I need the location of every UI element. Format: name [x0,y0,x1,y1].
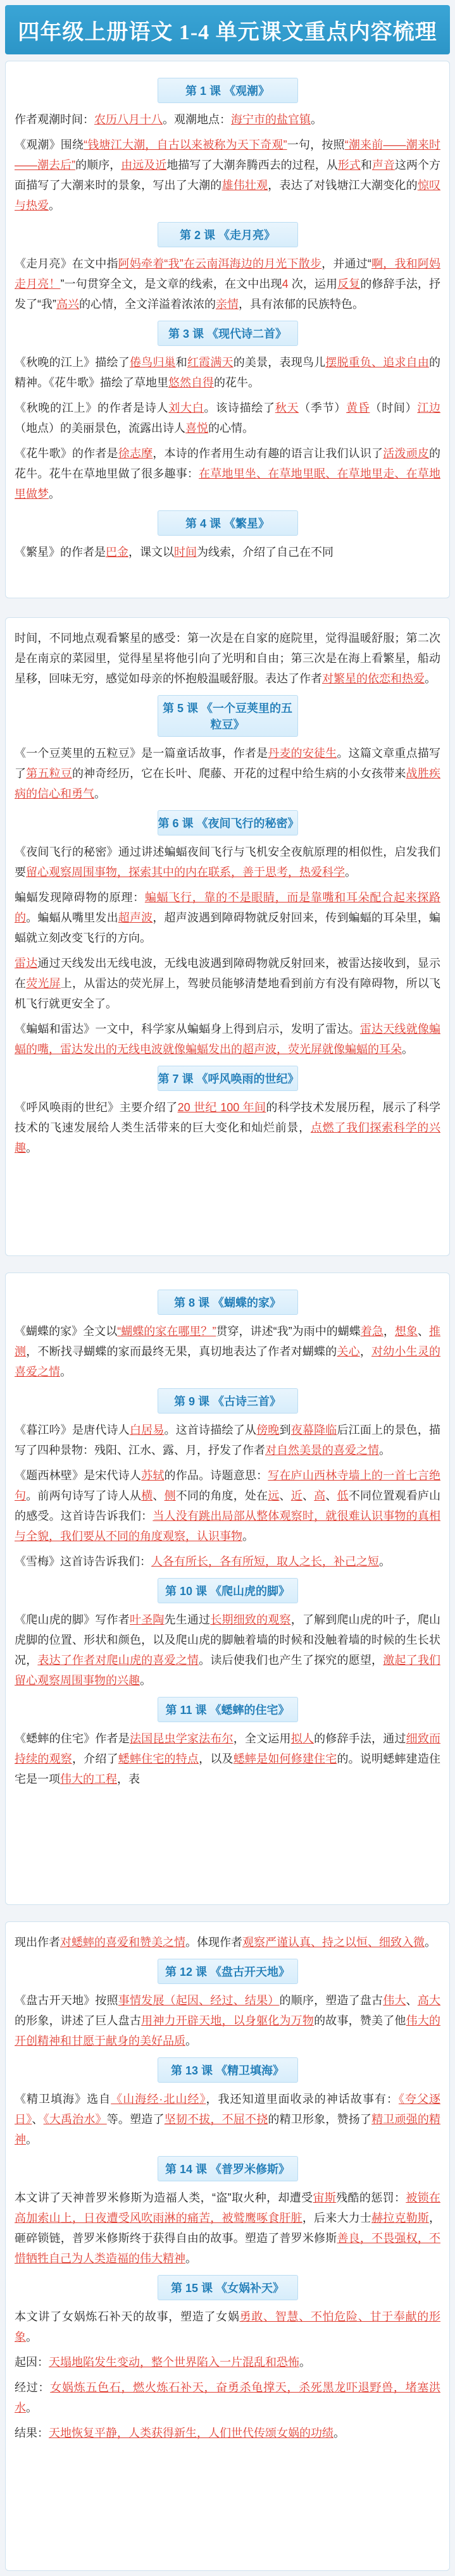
text: 的修辞手法，通过 [314,1732,406,1745]
lesson-15-para-3 [15,2377,440,2418]
highlight-text: 《大禹治水》 [43,2113,107,2126]
text: 《呼风唤雨的世纪》主要介绍了 [15,1101,178,1114]
highlight-text: 红霞满天 [187,356,234,369]
highlight-text: 对繁星的依恋和热爱 [322,672,425,685]
text: 。 [26,2331,37,2343]
lesson-9-title: 第 9 课 《古诗三首》 [158,1388,298,1414]
highlight-text: 想象 [394,1325,418,1338]
text: 。 [299,2356,311,2369]
highlight-text: 惊叹与热爱 [15,179,441,212]
highlight-text: 人各有所长，各有所短，取人之长，补己之短 [151,1555,379,1568]
text: 蝙蝠发现障碍物的原理： [15,891,145,904]
highlight-text: 被锁在高加索山上，日夜遭受风吹雨淋的痛苦，被鹫鹰啄食肝脏 [15,2191,440,2224]
text: 。观潮地点： [163,113,231,126]
text: ， [359,1345,372,1358]
lesson-13-title: 第 13 课 《精卫填海》 [158,2057,298,2083]
highlight-text: “蝴蝶的家在哪里？” [117,1325,216,1338]
text: 《盘古开天地》按照 [15,1994,118,2007]
text: 《雪梅》这首诗告诉我们： [15,1555,151,1568]
text: ，后来大力士 [302,2212,372,2224]
lesson-4-para-2 [15,628,440,689]
lesson-8-title: 第 8 课 《蝴蝶的家》 [158,1290,298,1315]
lesson-3-para-1 [15,352,440,393]
highlight-text: 形式 [337,159,361,171]
highlight-text: 坚韧不拔，不屈不挠 [164,2113,268,2126]
lesson-3-title: 第 3 课 《现代诗二首》 [158,321,298,346]
lesson-7-title: 第 7 课 《呼风唤雨的世纪》 [158,1066,298,1091]
text: 。 [94,787,106,800]
text: 。 [425,1936,436,1949]
text: 。读后使我们也产生了探究的愿望， [199,1654,383,1667]
text: 时间，不同地点观看繁星的感受：第一次是在自家的庭院里，觉得温暖舒服；第二次是在南京的菜园里，觉得星星将他引向了光明和自由；第三次是在海上看繁星，船动星移，回味无穷，感觉如母亲的怀抱般温暖舒服。表达了作者 [15,632,440,685]
lesson-5-title: 第 5 课 《一个豆荚里的五粒豆》 [158,695,298,737]
text: 。该诗描绘了 [204,402,275,414]
highlight-text: 秋天 [275,402,299,414]
content-panel-3 [5,1273,450,1905]
highlight-text: 远 [268,1489,280,1502]
highlight-text: 苏轼 [141,1469,165,1482]
text: 、 [325,1489,337,1502]
text: 《蝙蝠和雷达》一文中，科学家从蝙蝠身上得到启示，发明了雷达。 [15,1023,360,1035]
text: 等。塑造了 [106,2113,165,2126]
lesson-1-title: 第 1 课 《观潮》 [158,78,298,103]
highlight-text: 高 [314,1489,326,1502]
lesson-4-para-1 [15,542,440,562]
text: 。 [185,2035,197,2047]
text: ， [383,1325,395,1338]
text: ，具有浓郁的民族特色。 [239,298,364,311]
highlight-text: 对幼小生灵的喜爱之情 [15,1345,441,1378]
lesson-7-para-1 [15,1097,440,1158]
lesson-15-title: 第 15 课 《女娲补天》 [158,2275,298,2300]
lesson-9-para-2 [15,1465,440,1546]
text: 的科学技术发展历程，展示了科学技术的飞速发展给人类生活带来的巨大变化和灿烂前景， [15,1101,440,1134]
text: 的。说明蟋蟀建造住宅是一项 [15,1753,441,1785]
lesson-10-title: 第 10 课 《爬山虎的脚》 [158,1578,298,1603]
highlight-text: 女娲炼五色石，燃火炼石补天，奋勇杀龟撑天，杀死黑龙吓退野兽，堵塞洪水 [15,2381,441,2414]
text: ，全文运用 [233,1732,291,1745]
page-title: 四年级上册语文 1-4 单元课文重点内容梳理 [5,5,450,54]
text: 的顺序，塑造了盘古 [279,1994,383,2007]
highlight-text: 《山海经·北山经》 [111,2093,206,2105]
text: 《暮江吟》是唐代诗人 [15,1424,130,1436]
text: 《精卫填海》选自 [15,2093,111,2105]
text: ，表 [117,1773,140,1785]
text: ”一句贯穿全文，是文章的线索，在文中出现 [60,278,282,290]
lesson-9-para-1 [15,1420,440,1460]
lesson-6-para-2 [15,887,440,948]
text: 的心情。 [208,422,254,434]
text: 。 [242,1530,254,1543]
lesson-1-para-2 [15,135,440,216]
highlight-text: 关心 [337,1345,360,1358]
highlight-text: 亲情 [216,298,239,311]
text: 《蟋蟀的住宅》作者是 [15,1732,130,1745]
highlight-text: 留心观察周围事物，探索其中的内在联系，善于思考，热爱科学 [26,866,345,878]
text: 结果： [15,2427,49,2439]
lesson-10-para-1 [15,1610,440,1691]
text: 。蝙蝠从嘴里发出 [26,911,118,924]
text: 。 [425,672,436,685]
highlight-text: 横 [141,1489,153,1502]
highlight-text: 超声波 [118,911,153,924]
lesson-11-para-2 [15,1932,440,1952]
highlight-text: 高大 [417,1994,441,2007]
text: 。前两句诗写了诗人从 [26,1489,142,1502]
highlight-text: 事情发展（起因、经过、结果） [118,1994,280,2007]
highlight-text: “潮来前——潮来时——潮去后” [15,139,441,171]
text: 。 [402,1043,413,1056]
highlight-text: 蟋蟀是如何修建住宅 [233,1753,337,1765]
lesson-13-para-1 [15,2089,440,2150]
text: ，表达了对钱塘江大潮变化的 [268,179,418,192]
lesson-15-para-2 [15,2352,440,2372]
text: 、 [417,1325,430,1338]
highlight-text: 雄伟壮观 [221,179,268,192]
highlight-text: 长期细致的观察 [210,1613,291,1626]
highlight-text: 天地恢复平静，人类获得新生，人们世代传颂女娲的功绩 [49,2427,333,2439]
highlight-text: 第五粒豆 [26,767,72,780]
text: 、 [406,1994,418,2007]
highlight-text: 荧光屏 [26,977,61,990]
highlight-text: 4 [282,278,289,290]
highlight-text: 徐志摩 [118,447,153,460]
text: 通过天线发出无线电波，无线电波遇到障碍物就反射回来，被雷达接收到，显示在 [15,957,440,990]
text: 。 [379,1555,390,1568]
lesson-14-title: 第 14 课 《普罗米修斯》 [158,2156,298,2181]
text: 。 [60,1365,72,1378]
text: 《秋晚的江上》描绘了 [15,356,130,369]
text: 本文讲了天神普罗米修斯为造福人类，“盗”取火种，却遭受 [15,2191,313,2204]
lesson-11-title: 第 11 课 《蟋蟀的住宅》 [158,1697,298,1722]
text: 、 [302,1489,315,1502]
text: 、 [279,1489,291,1502]
text: 。 [345,866,356,878]
lesson-6-para-1 [15,842,440,882]
highlight-text: 蟋蟀住宅的特点 [118,1753,199,1765]
text: ，我还知道里面收录的神话故事有： [206,2093,399,2105]
text: 、 [32,2113,44,2126]
highlight-text: 叶圣陶 [129,1613,165,1626]
text: 贯穿，讲述“我”为雨中的蝴蝶 [216,1325,361,1338]
text: 。 [333,2427,345,2439]
text: 。 [26,2401,37,2414]
highlight-text: 声音 [371,159,395,171]
lesson-12-title: 第 12 课 《盘古开天地》 [158,1959,298,1984]
text: 的顺序， [75,159,122,171]
text: 的花牛。花牛在草地里做了很多趣事： [15,447,441,480]
highlight-text: 对蟋蟀的喜爱和赞美之情 [60,1936,185,1949]
lesson-12-para-1 [15,1990,440,2051]
text: ，了解到爬山虎的叶子，爬山虎脚的位置、形状和颜色，以及爬山虎的脚触着墙的时候和没触着墙的时候的生长状况， [15,1613,441,1667]
text: ，本诗的作者用生动有趣的语言让我们认识了 [153,447,383,460]
highlight-text: 啊，我和阿妈走月亮！ [15,257,441,290]
text: 和 [360,159,372,171]
highlight-text: 着急 [360,1325,383,1338]
highlight-text: 天塌地陷发生变动，整个世界陷入一片混乱和恐怖 [49,2356,299,2369]
highlight-text: 反复 [337,278,361,290]
text: 次，运用 [288,278,338,290]
highlight-text: 倦鸟归巢 [129,356,176,369]
text: 《夜间飞行的秘密》通过讲述蝙蝠夜间飞行与飞机安全夜航原理的相似性，启发我们要 [15,846,440,878]
text: ，砸碎锁链，普罗米修斯终于获得自由的故事。塑造了普罗米修斯 [15,2212,441,2245]
text: 。 [185,2252,197,2265]
text: ，不断找寻蝴蝶的家而最终无果，真切地表达了作者对蝴蝶的 [26,1345,337,1358]
text: 。 [49,199,60,212]
lesson-2-title: 第 2 课 《走月亮》 [158,222,298,247]
content-panel-1 [5,61,450,598]
highlight-text: 喜悦 [185,422,208,434]
highlight-text: 宙斯 [313,2191,337,2204]
highlight-text: 写在庐山西林寺墙上的一首七言绝句 [15,1469,441,1502]
highlight-text: 活泼顽皮 [383,447,430,460]
highlight-text: 拟人 [290,1732,315,1745]
highlight-text: 伟大的开创精神和甘愿于献身的美好品质 [15,2014,441,2047]
highlight-text: 傍晚 [256,1424,280,1436]
highlight-text: 阿妈牵着“我”在云南洱海边的月光下散步 [118,257,322,270]
text: 的花牛。 [214,376,259,389]
highlight-text: 海宁市的盐官镇 [231,113,311,126]
highlight-text: 高兴 [56,298,79,311]
text: 的神奇经历，它在长叶、爬藤、开花的过程中给生病的小女孩带来 [72,767,406,780]
text: 的作品。诗题意思： [164,1469,268,1482]
highlight-text: 摆脱重负、追求自由 [325,356,430,369]
text: 。 [26,1142,37,1154]
lesson-6-para-3 [15,953,440,1014]
highlight-text: 黄昏 [346,402,370,414]
highlight-text: 对自然美景的喜爱之情 [265,1444,379,1457]
text: 的故事，赞美了他 [314,2014,406,2027]
text: 。 [311,113,322,126]
highlight-text: 法国昆虫学家法布尔 [129,1732,234,1745]
highlight-text: 丹麦的安徒生 [268,747,337,760]
text: 《观潮》围绕 [15,139,84,151]
lesson-3-para-2 [15,398,440,438]
text: 《花牛歌》的作者是 [15,447,118,460]
highlight-text: 江边 [417,402,441,414]
highlight-text: 《夸父逐日》 [15,2093,441,2126]
text: ，以及 [199,1753,234,1765]
text: 不同的角度，处在 [175,1489,268,1502]
text: 先生通过 [164,1613,211,1626]
lesson-4-title: 第 4 课 《繁星》 [158,510,298,536]
text: 这两个方面描写了大潮来时的景象，写出了大潮的 [15,159,441,192]
text: ，超声波遇到障碍物就反射回来，传到蝙蝠的耳朵里，蝙蝠就立刻改变飞行的方向。 [15,911,441,944]
text: 。体现作者 [185,1936,242,1949]
highlight-text: 精卫顽强的精神 [15,2113,441,2146]
highlight-text: 推测 [15,1325,441,1358]
text: 一句，按照 [287,139,345,151]
text: 《繁星》的作者是 [15,546,106,558]
text: 。 [140,1674,151,1687]
highlight-text: 巴金 [106,546,128,558]
lesson-6-para-4 [15,1019,440,1059]
highlight-text: 用神力开辟天地，以身躯化为万物 [141,2014,315,2027]
text: 不同位置观看庐山的感受。这首诗告诉我们： [15,1489,441,1522]
text: 起因： [15,2356,49,2369]
text: 、 [153,1489,165,1502]
lesson-15-para-4 [15,2423,440,2443]
lesson-11-para-1 [15,1729,440,1789]
lesson-15-para-1 [15,2307,440,2347]
text: 《一个豆荚里的五粒豆》是一篇童话故事，作者是 [15,747,268,760]
text: 。这首诗描绘了从 [164,1424,257,1436]
text: 到 [279,1424,291,1436]
text: 的精神。《花牛歌》描绘了草地里 [15,356,441,389]
text: 。 [26,2133,37,2146]
text: 和 [175,356,187,369]
highlight-text: 伟大 [383,1994,406,2007]
lesson-2-para-1 [15,254,440,314]
text: 的精卫形象，赞扬了 [268,2113,372,2126]
lesson-9-para-3 [15,1551,440,1572]
highlight-text: “钱塘江大潮，自古以来被称为天下奇观” [84,139,287,151]
highlight-text: 夜幕降临 [290,1424,337,1436]
text: 的修辞手法，抒发了“我” [15,278,441,311]
text: 《秋晚的江上》的作者是诗人 [15,402,169,414]
lesson-1-para-1 [15,109,440,130]
text: （地点）的美丽景色，流露出诗人 [15,422,185,434]
text: 《蝴蝶的家》全文以 [15,1325,118,1338]
highlight-text: 在草地里坐、在草地里眠、在草地里走、在草地里做梦 [15,467,440,500]
text: 现出作者 [15,1936,60,1949]
text: 的心情，全文洋溢着浓浓的 [79,298,216,311]
text: 经过： [15,2381,51,2394]
highlight-text: 时间 [174,546,197,558]
highlight-text: 由远及近 [121,159,167,171]
highlight-text: 勇敢、智慧、不怕危险、甘于奉献的形象 [15,2310,441,2343]
highlight-text: 雷达天线就像蝙蝠的嘴，雷达发出的无线电波就像蝙蝠发出的超声波，荧光屏就像蝙蝠的耳朵 [15,1023,441,1056]
highlight-text: 近 [290,1489,302,1502]
text: 上，从雷达的荧光屏上，驾驶员能够清楚地看到前方有没有障碍物，所以飞机飞行就更安全了。 [15,977,441,1010]
text: ，课文以 [128,546,174,558]
text: 作者观潮时间： [15,113,94,126]
lesson-6-title: 第 6 课 《夜间飞行的秘密》 [158,810,298,835]
highlight-text: 伟大的工程 [60,1773,117,1785]
text: 后江面上的景色，描写了四种景物：残阳、江水、露、月，抒发了作者 [15,1424,441,1457]
text: 的美景，表现鸟儿 [233,356,326,369]
highlight-text: 赫拉克勒斯 [371,2212,430,2224]
text: 。 [379,1444,390,1457]
text: ，并通过“ [321,257,371,270]
highlight-text: 当人没有跳出局部从整体观察时，就很难认识事物的真相与全貌，我们要从不同的角度观察，认识事物 [15,1510,441,1543]
text: 《题西林壁》是宋代诗人 [15,1469,142,1482]
text: 残酷的惩罚： [336,2191,406,2204]
highlight-text: 战胜疾病的信心和勇气 [15,767,441,800]
lesson-3-para-3 [15,443,440,504]
text: 本文讲了女娲炼石补天的故事，塑造了女娲 [15,2310,240,2323]
text: 。这篇文章重点描写了 [15,747,441,780]
text: （时间） [370,402,418,414]
text: 地描写了大潮奔腾西去的过程，从 [166,159,338,171]
highlight-text: 低 [337,1489,349,1502]
highlight-text: 观察严谨认真、持之以恒、细致入微 [242,1936,425,1949]
highlight-text: 农历八月十八 [94,113,163,126]
highlight-text: 刘大白 [168,402,204,414]
lesson-14-para-1 [15,2188,440,2269]
highlight-text: 细致而持续的观察 [15,1732,441,1765]
content-panel-4 [5,1921,450,2571]
highlight-text: 善良，不畏强权，不惜牺牲自己为人类造福的伟大精神 [15,2232,441,2265]
highlight-text: 悠然自得 [168,376,214,389]
text: （季节） [299,402,347,414]
highlight-text: 白居易 [129,1424,165,1436]
lesson-8-para-1 [15,1321,440,1382]
text: 《走月亮》在文中指 [15,257,118,270]
highlight-text: 蝙蝠飞行，靠的不是眼睛，而是靠嘴和耳朵配合起来探路的 [15,891,440,924]
text: 。 [49,488,60,500]
highlight-text: 点燃了我们探索科学的兴趣 [15,1121,441,1154]
content-panel-2 [5,617,450,1256]
text: 的形象，讲述了巨人盘古 [15,2014,142,2027]
highlight-text: 雷达 [15,957,38,970]
highlight-text: 20 世纪 100 年间 [177,1101,266,1114]
lesson-5-para-1 [15,743,440,804]
highlight-text: 侧 [164,1489,176,1502]
highlight-text: 表达了作者对爬山虎的喜爱之情 [37,1654,199,1667]
text: 《爬山虎的脚》写作者 [15,1613,130,1626]
text: 为线索，介绍了自己在不同 [197,546,333,558]
highlight-text: 激起了我们留心观察周围事物的兴趣 [15,1654,441,1687]
text: ，介绍了 [72,1753,118,1765]
